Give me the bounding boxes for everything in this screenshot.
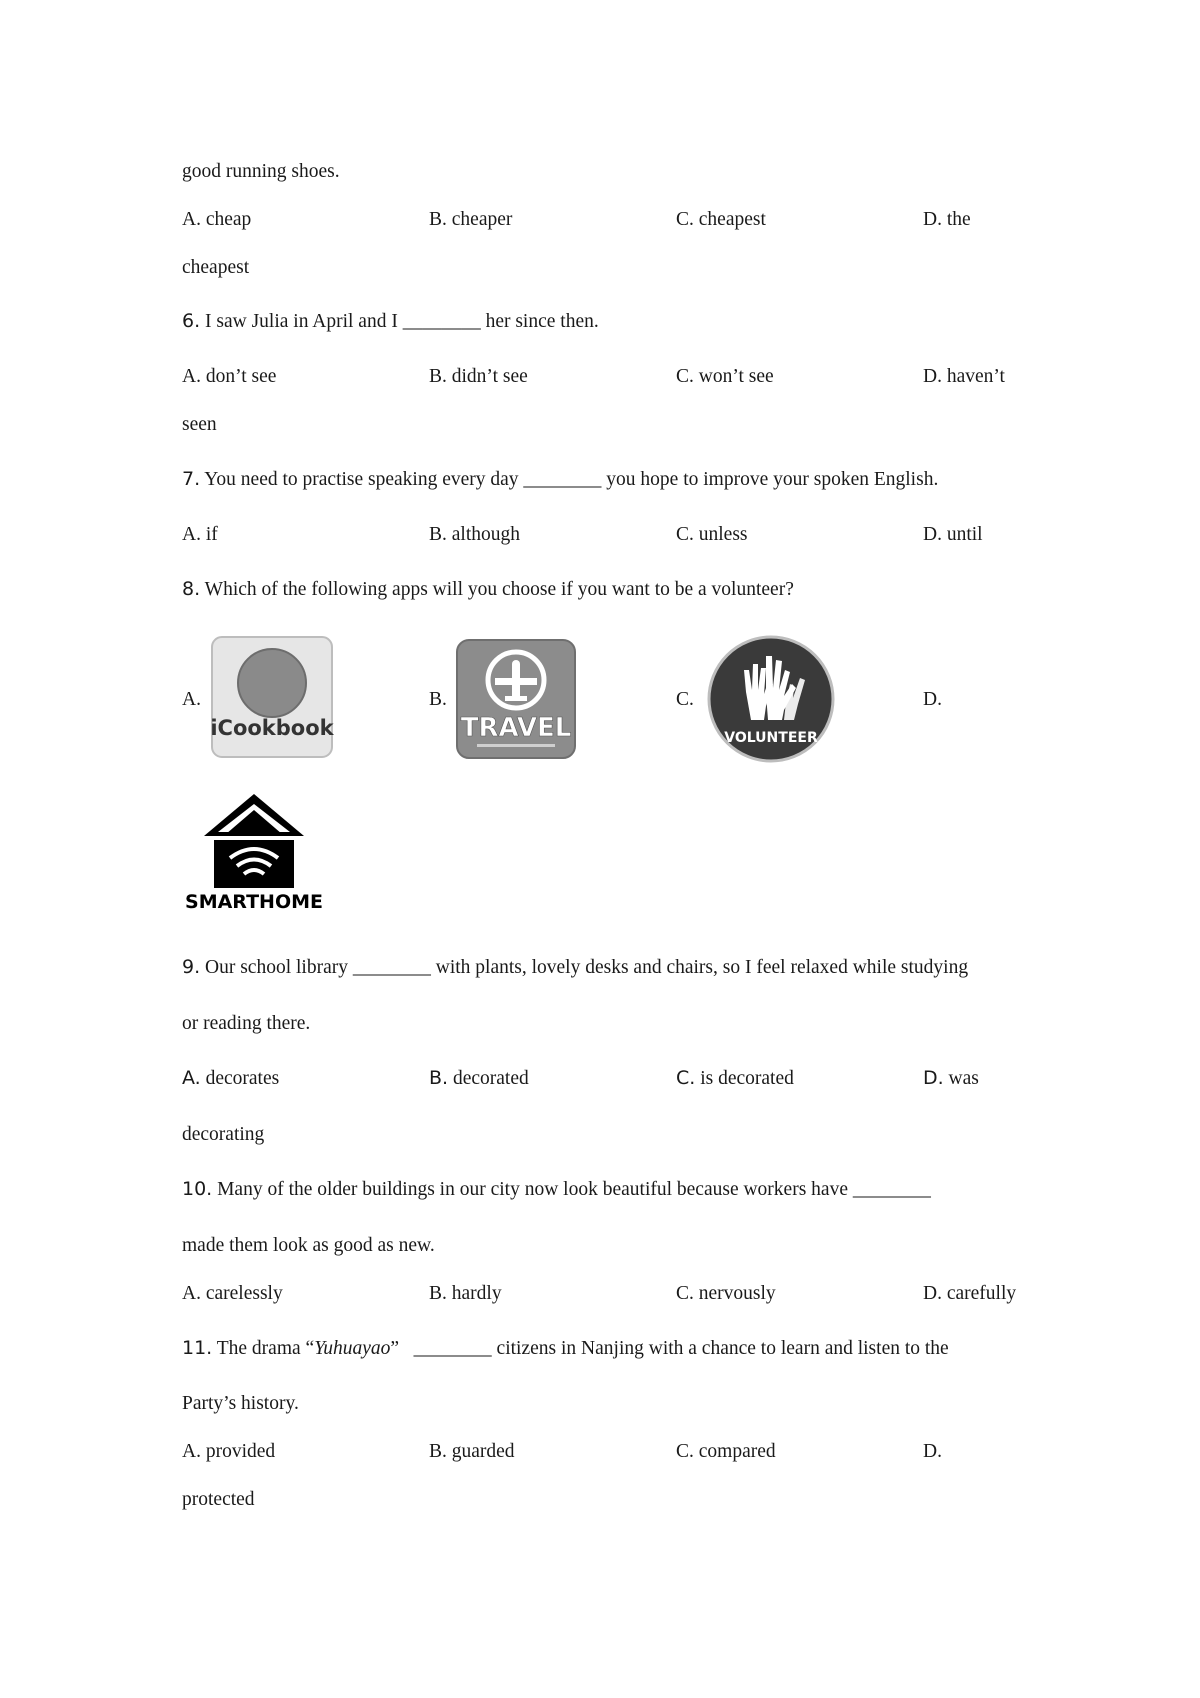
q8-option-a: A. bbox=[182, 689, 201, 710]
q8-option-d: D. bbox=[923, 689, 942, 710]
q11-number: 11. bbox=[182, 1337, 213, 1359]
q7-stem-text: You need to practise speaking every day ________ you hope to improve your spoken English. bbox=[200, 469, 939, 490]
q8-number: 8. bbox=[182, 578, 201, 600]
q5-option-a: A. cheap bbox=[182, 209, 252, 230]
smarthome-app-icon bbox=[185, 790, 323, 913]
q9-stem-text: Our school library ________ with plants, lovely desks and chairs, so I feel relaxed while studying bbox=[200, 957, 969, 978]
q9-option-b bbox=[429, 1069, 529, 1089]
q11-option-d-wrap: protected bbox=[182, 1489, 255, 1510]
q5-option-c: C. cheapest bbox=[676, 209, 766, 230]
q5-option-d-wrap: cheapest bbox=[182, 257, 250, 278]
q10-option-c: C. nervously bbox=[676, 1283, 776, 1304]
q11-option-a: A. provided bbox=[182, 1441, 276, 1462]
q9-option-a-letter: A. bbox=[182, 1067, 201, 1089]
q11-stem-line2: Party’s history. bbox=[182, 1393, 299, 1414]
q10-option-d: D. carefully bbox=[923, 1283, 1017, 1304]
q9-option-d bbox=[923, 1069, 979, 1089]
smarthome-logo-text: SMARTHOME bbox=[185, 891, 323, 913]
q10-option-a: A. carelessly bbox=[182, 1283, 283, 1304]
q6-option-d-wrap: seen bbox=[182, 414, 217, 435]
q7-option-a: A. if bbox=[182, 524, 218, 545]
q9-option-c bbox=[676, 1069, 794, 1089]
q7-option-c: C. unless bbox=[676, 524, 748, 545]
q11-stem-text-b: ” ________ citizens in Nanjing with a chance to learn and listen to the bbox=[390, 1338, 949, 1359]
q9-number: 9. bbox=[182, 956, 201, 978]
travel-app-icon bbox=[455, 638, 577, 760]
q9-option-c-letter: C. bbox=[676, 1067, 696, 1089]
q7-number: 7. bbox=[182, 468, 201, 490]
q9-option-c-text: is decorated bbox=[695, 1068, 794, 1089]
q11-option-d: D. bbox=[923, 1441, 942, 1462]
travel-logo-text: TRAVEL bbox=[460, 713, 572, 743]
q9-stem bbox=[182, 958, 968, 978]
q9-option-a-text: decorates bbox=[200, 1068, 280, 1089]
q6-number: 6. bbox=[182, 310, 201, 332]
q11-drama-title: Yuhuayao bbox=[314, 1338, 391, 1359]
q8-option-b: B. bbox=[429, 689, 447, 710]
q5-option-b: B. cheaper bbox=[429, 209, 513, 230]
q10-stem-text: Many of the older buildings in our city now look beautiful because workers have ________ bbox=[212, 1179, 931, 1200]
q6-stem-text: I saw Julia in April and I ________ her since then. bbox=[200, 311, 599, 332]
q9-option-b-text: decorated bbox=[448, 1068, 529, 1089]
volunteer-app-icon bbox=[706, 634, 836, 764]
q10-stem bbox=[182, 1180, 931, 1200]
q9-option-b-letter: B. bbox=[429, 1067, 449, 1089]
q10-number: 10. bbox=[182, 1178, 213, 1200]
q7-option-d: D. until bbox=[923, 524, 983, 545]
q10-option-b: B. hardly bbox=[429, 1283, 502, 1304]
q11-option-b: B. guarded bbox=[429, 1441, 515, 1462]
q6-option-c: C. won’t see bbox=[676, 366, 774, 387]
volunteer-logo-text: VOLUNTEER bbox=[724, 730, 818, 746]
q9-stem-line2: or reading there. bbox=[182, 1013, 311, 1034]
q5-stem-tail: good running shoes. bbox=[182, 161, 340, 182]
q6-stem bbox=[182, 312, 599, 332]
q8-stem-text: Which of the following apps will you choose if you want to be a volunteer? bbox=[200, 579, 794, 600]
q9-option-d-text: was bbox=[943, 1068, 979, 1089]
q11-stem-text-a: The drama “ bbox=[212, 1338, 315, 1359]
q10-stem-line2: made them look as good as new. bbox=[182, 1235, 435, 1256]
q6-option-a: A. don’t see bbox=[182, 366, 277, 387]
q7-stem bbox=[182, 470, 938, 490]
q9-option-a bbox=[182, 1069, 279, 1089]
q8-option-c: C. bbox=[676, 689, 694, 710]
q9-option-d-letter: D. bbox=[923, 1067, 944, 1089]
q8-stem bbox=[182, 580, 794, 600]
q11-stem bbox=[182, 1339, 949, 1359]
q7-option-b: B. although bbox=[429, 524, 520, 545]
cookbook-app-icon bbox=[210, 635, 334, 759]
q5-option-d: D. the bbox=[923, 209, 971, 230]
cookbook-logo-text: iCookbook bbox=[210, 716, 334, 740]
q11-option-c: C. compared bbox=[676, 1441, 776, 1462]
q9-option-d-wrap: decorating bbox=[182, 1124, 265, 1145]
q6-option-b: B. didn’t see bbox=[429, 366, 528, 387]
q6-option-d: D. haven’t bbox=[923, 366, 1005, 387]
